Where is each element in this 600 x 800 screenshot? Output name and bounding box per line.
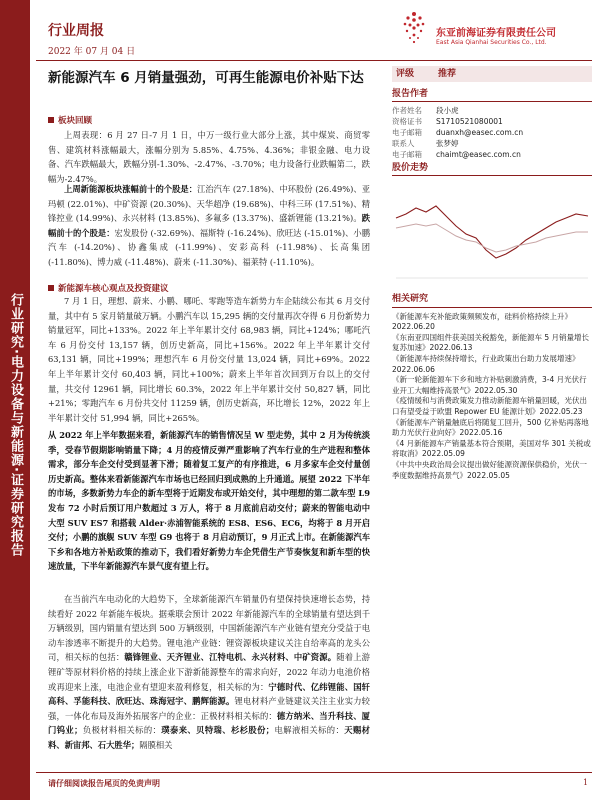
stock-chart (392, 178, 592, 284)
analyst-heading: 报告作者 (392, 86, 592, 102)
rating-box: 评级 推荐 (392, 66, 592, 82)
paragraph-weekly-performance: 上周表现：6 月 27 日-7 月 1 日，中万一级行业大部分上涨，其中煤炭、商贸零售、建筑材料涨幅最大，涨幅分别为 5.85%、4.75%、4.36%；非银金融、电力设备、汽车跌幅最大，跌幅分别-1.30%、-2.47%、-3.70%；电力设备行业跌幅第二，跌幅为-2.47%。 (48, 130, 370, 184)
related-item[interactable]: 《新一轮新能源车下乡和地方补贴刺激消费，3-4 月光伏行业开工大幅维持高景气》2022.05.30 (392, 375, 587, 395)
section-heading-ev: 新能源车核心观点及投资建议 (48, 282, 169, 294)
related-item[interactable]: 《新能源车持续保持增长，行业政策出台助力发展增速》2022.06.06 (392, 353, 580, 374)
header-rule (36, 60, 592, 61)
section-heading-review: 板块回顾 (48, 114, 92, 126)
related-item[interactable]: 《中共中央政治局会议提出做好能源资源保供稳价，光伏一季度数据维持高景气》2022.05.05 (392, 459, 587, 480)
company-name-en: East Asia Qianhai Securities Co., Ltd. (436, 39, 547, 46)
paragraph-top-movers: 上周新能源板块涨幅前十的个股是：江治汽车 (27.18%)、中环股份 (26.49%)、亚玛顿 (22.01%)、中矿资源 (20.30%)、天华超净 (19.68%)、中科三环 (17.51%)、精锋控业 (14.99%)、永兴材料 (13.85%)、多氟多 (13.37%)、盛新锂能 (13.21%)。跌幅前十的个股是：宏发股份 (-32.69%)、福斯特 (-16.24%)、欣旺达 (-15.01%)、小鹏汽车 (-14.20%)、协鑫集成 (-11.99%)、安彩高科 (-11.98%)、长高集团 (-11.80%)、博力威 (-11.48%)、蔚来 (-11.30%)、福莱特 (-11.10%)。 (48, 184, 370, 267)
analyst-row: 电子邮箱 duanxh@easec.com.cn (392, 128, 524, 137)
analyst-block (392, 86, 592, 160)
page-number: 1 (583, 778, 589, 787)
related-item[interactable]: 《疫情缓和与消费政策发力推动新能源车销量回暖，光伏出口有望受益于欧盟 Repower EU 能源计划》2022.05.23 (392, 396, 587, 416)
related-item[interactable]: 《新能源车充补能政策频频发布，硅料价格持续上升》2022.06.20 (392, 311, 572, 332)
related-research (392, 294, 592, 481)
analyst-row: 电子邮箱 chaimt@easec.com.cn (392, 150, 521, 159)
report-date: 2022 年 07 月 04 日 (48, 47, 136, 57)
footer-rule (36, 772, 592, 773)
logo-mark-icon (398, 10, 430, 52)
analyst-row: 联系人 张梦婷 (392, 139, 459, 148)
paragraph-june-deliveries: 7 月 1 日，理想、蔚来、小鹏、哪吒、零跑等造车新势力车企陆续公布其 6 月交付量，其中有 5 家月销量破万辆。小鹏汽车以 15,295 辆的交付量再次夺得 6 月份新势力销量冠军，同比+133%。2022 年上半年累计交付 68,983 辆，同比+124%；哪吒汽车 6 月份交付 13,157 辆，创历史新高，同比+156%。2022 年上半年累计交付 63,131 辆，同比+199%；理想汽车 6 月份交付量 13,024 辆，同比+69%。2022 年上半年累计交付 60,403 辆，同比+100%；蔚来上半年首次回到万台以上的交付量，共交付 12961 辆，同比增长 60.3%，2022 年上半年累计交付 50,827 辆，同比+21%；零跑汽车 6 月份共交付 11259 辆，创历史新高，环比增长 12%，2022 年上半年累计交付 51,994 辆，同比+265%。 (48, 296, 370, 423)
page-title: 新能源汽车 6 月销量强劲，可再生能源电价补贴下达 (48, 70, 364, 86)
sidebar-banner: 行业研究·电力设备与新能源·证券研究报告 (0, 0, 30, 800)
related-item[interactable]: 《4 月新能源车产销量基本符合预期，美国对华 301 关税或将取消》2022.05.09 (392, 438, 591, 459)
related-item[interactable]: 《东南亚四国组件获美国关税豁免，新能源车 5 月销量增长复苏加速》2022.06.13 (392, 332, 590, 353)
related-item[interactable]: 《新能源车产销量触底后将随复工回升，500 亿补贴再落地助力光伏行业向好》2022.05.16 (392, 417, 589, 438)
paragraph-h1-outlook: 从 2022 年上半年数据来看，新能源汽车的销售情况呈 W 型走势，其中 2 月为传统淡季，受春节假期影响销量下降；4 月的疫情反弹严重影响了汽车行业的生产进程和整体需求，部分车企交付受到显著下滑；随着复工复产的有序推进，6 月多家车企交付量创历史新高。整体来看新能源汽车市场也已经回归到成熟的上升通道。展望 2022 下半年的市场，多数新势力车企的新车型将于近期发布或开始交付，其中理想的第二款车型 L9 发布 72 小时后预订用户数超过 3 万人，将于 8 月底前启动交付；蔚来的智能电动中大型 SUV ES7 和搭载 Alder·赤浦智能系统的 ES8、ES6、EC6，均将于 8 月开启交付；小鹏的旗舰 SUV 车型 G9 也将于 8 月启动预订，9 月正式上市。在新能源汽车下乡和各地方补贴政策的推动下，我们看好新势力车企凭借生产节奏恢复和新车型的快速放量，下半年新能源汽车景气度有望上行。 (48, 430, 370, 572)
analyst-row: 作者姓名 段小虎 (392, 106, 459, 115)
stock-chart-heading: 股价走势 (392, 160, 592, 176)
report-type: 行业周报 (48, 23, 104, 39)
related-heading: 相关研究 (392, 294, 592, 308)
analyst-row: 资格证书 S1710521080001 (392, 117, 503, 126)
footer-disclaimer: 请仔细阅读报告尾页的免责声明 (48, 778, 160, 788)
paragraph-investment-advice: 在当前汽车电动化的大趋势下，全球新能源汽车销量仍有望保持快速增长态势，持续看好 2022 年新能车板块。据乘联会预计 2022 年新能源汽车的全球销量有望达到千万辆级别，国内销量有望达到 500 万辆级别，中国新能源汽车产业链有望充分受益于电动车渗透率不断提升的大趋势。锂电池产业链：锂资源板块建议关注自给率高的龙头公司，相关标的包括：赣锋锂业、天齐锂业、江特电机、永兴材料、中矿资源。随着上游锂矿等原材料价格的持续上涨企业下游新能源整车的需求向好，2022 年动力电池价格或再迎来上涨，电池企业有望迎来盈利修复，相关标的为：宁德时代、亿纬锂能、国轩高科、孚能科技、欣旺达、珠海冠宇、鹏辉能源。锂电材料产业链建议关注主业实力较强，一体化布局及海外拓展客户的企业：正极材料相关标的：德方纳米、当升科技、厦门钨业；负极材料相关标的：璞泰来、贝特瑞、杉杉股份；电解液相关标的：天赐材料、新宙邦、石大胜华；隔膜相关 (48, 594, 370, 750)
company-logo (398, 10, 588, 56)
chart-series-index (396, 224, 588, 252)
company-name-cn: 东亚前海证券有限责任公司 (436, 28, 556, 39)
